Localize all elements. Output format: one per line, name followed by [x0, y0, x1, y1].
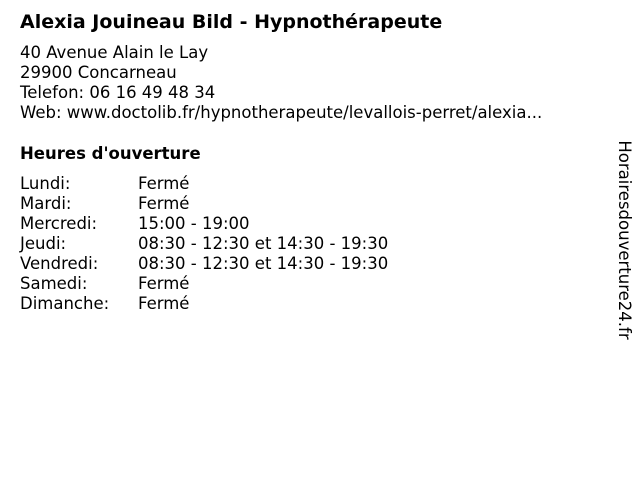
hours-row-mercredi — [20, 214, 388, 234]
business-name: Alexia Jouineau Bild - Hypnothérapeute — [20, 11, 443, 33]
day-label: Lundi: — [20, 174, 71, 193]
hours-row-vendredi — [20, 254, 388, 274]
city: 29900 Concarneau — [20, 63, 177, 82]
site-brand-label[interactable]: Horairesdouverture24.fr — [615, 140, 634, 340]
day-label: Vendredi: — [20, 254, 99, 273]
address-block — [20, 43, 542, 123]
day-label: Jeudi: — [20, 234, 67, 253]
hours-row-samedi — [20, 274, 388, 294]
street-address: 40 Avenue Alain le Lay — [20, 43, 209, 62]
day-hours: 08:30 - 12:30 et 14:30 - 19:30 — [138, 234, 389, 253]
phone-number: Telefon: 06 16 49 48 34 — [20, 83, 216, 102]
day-hours: 08:30 - 12:30 et 14:30 - 19:30 — [138, 254, 389, 273]
day-hours: 15:00 - 19:00 — [138, 214, 250, 233]
day-hours: Fermé — [138, 194, 190, 213]
day-hours: Fermé — [138, 274, 190, 293]
hours-row-jeudi — [20, 234, 388, 254]
website-link[interactable]: Web: www.doctolib.fr/hypnotherapeute/levallois-perret/alexia... — [20, 103, 543, 122]
day-label: Samedi: — [20, 274, 88, 293]
hours-row-mardi — [20, 194, 388, 214]
hours-heading: Heures d'ouverture — [20, 144, 201, 163]
day-label: Mercredi: — [20, 214, 98, 233]
hours-row-lundi — [20, 174, 388, 194]
day-label: Dimanche: — [20, 294, 110, 313]
day-label: Mardi: — [20, 194, 72, 213]
opening-hours-table — [20, 174, 388, 314]
day-hours: Fermé — [138, 174, 190, 193]
day-hours: Fermé — [138, 294, 190, 313]
hours-row-dimanche — [20, 294, 388, 314]
